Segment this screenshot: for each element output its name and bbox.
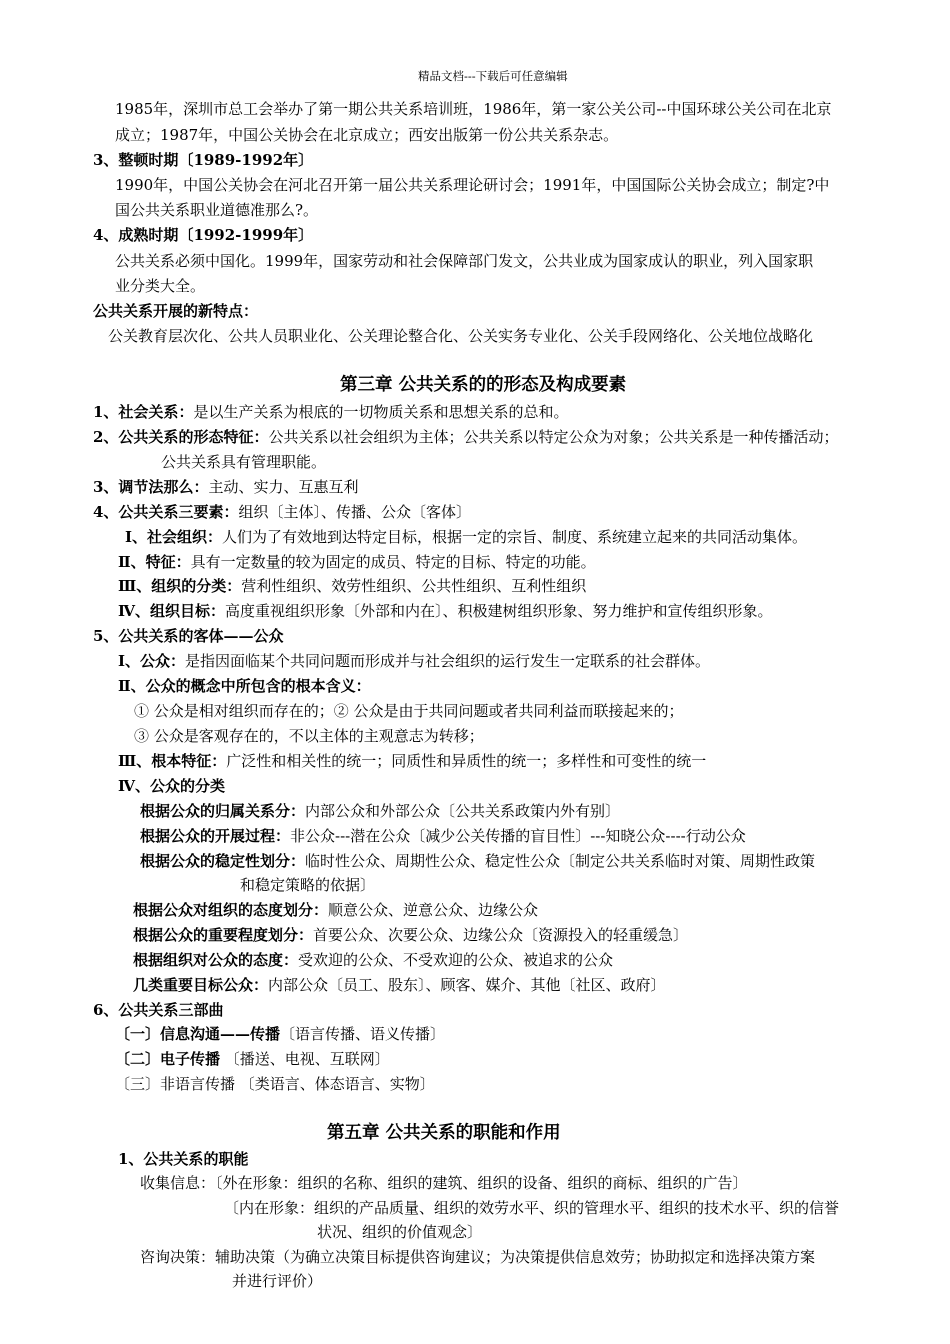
term-text: 受欢迎的公众、不受欢迎的公众、被追求的公众 xyxy=(298,951,614,969)
term-text: 临时性公众、周期性公众、稳定性公众〔制定公共关系临时对策、周期性政策 xyxy=(305,852,816,870)
definition-line xyxy=(140,851,815,871)
text-line: 〔内在形象：组织的产品质量、组织的效劳水平、织的管理水平、组织的技术水平、织的信誉 xyxy=(224,1199,840,1217)
section-heading: Ⅱ、公众的概念中所包含的根本含义： xyxy=(118,677,371,695)
term-label: 根据公众的重要程度划分： xyxy=(133,926,314,944)
page-header: 精品文档---下载后可任意编辑 xyxy=(418,69,568,83)
term-text: 营利性组织、效劳性组织、公共性组织、互利性组织 xyxy=(241,577,587,595)
text-line: ① 公众是相对组织而存在的；② 公众是由于共同问题或者共同利益而联接起来的； xyxy=(134,702,684,720)
definition-line xyxy=(133,925,688,945)
text-line: 咨询决策：辅助决策（为确立决策目标提供咨询建议；为决策提供信息效劳；协助拟定和选择决策方案 xyxy=(140,1248,816,1266)
text-line: 收集信息：〔外在形象：组织的名称、组织的建筑、组织的设备、组织的商标、组织的广告〕 xyxy=(140,1174,748,1192)
term-label: 根据组织对公众的态度： xyxy=(133,951,299,969)
chapter-title: 第三章 公共关系的的形态及构成要素 xyxy=(340,375,627,395)
definition-line xyxy=(118,601,773,621)
term-label: 1、社会关系： xyxy=(93,403,194,421)
section-heading: 3、整顿时期〔1989-1992年〕 xyxy=(93,151,314,169)
term-label: 根据公众的开展过程： xyxy=(140,827,291,845)
definition-line xyxy=(133,900,538,920)
definition-line xyxy=(93,427,838,447)
term-label: 几类重要目标公众： xyxy=(133,976,269,994)
text-line: 公关教育层次化、公共人员职业化、公关理论整合化、公关实务专业化、公关手段网络化、公关地位战略化 xyxy=(108,327,814,345)
definition-line xyxy=(115,1024,445,1044)
term-text: 内部公众和外部公众〔公共关系政策内外有别〕 xyxy=(305,802,621,820)
term-text: 广泛性和相关性的统一；同质性和异质性的统一；多样性和可变性的统一 xyxy=(226,752,707,770)
term-text: 是指因面临某个共同问题而形成并与社会组织的运行发生一定联系的社会群体。 xyxy=(185,652,711,670)
term-label: Ⅰ、社会组织： xyxy=(125,528,223,546)
term-label: Ⅰ、公众： xyxy=(118,652,186,670)
text-line: 和稳定策略的依据〕 xyxy=(240,876,376,894)
section-heading: 5、公共关系的客体——公众 xyxy=(93,627,284,645)
section-heading: 公共关系开展的新特点： xyxy=(93,302,259,320)
text-line: 业分类大全。 xyxy=(115,277,206,295)
definition-line xyxy=(133,975,666,995)
term-text: 非公众---潜在公众〔减少公关传播的盲目性〕---知晓公众----行动公众 xyxy=(290,827,746,845)
text-line: 公共关系具有管理职能。 xyxy=(161,453,327,471)
term-label: 2、公共关系的形态特征： xyxy=(93,428,269,446)
term-label: Ⅳ、组织目标： xyxy=(118,602,226,620)
term-text: 高度重视组织形象〔外部和内在〕、积极建树组织形象、努力维护和宣传组织形象。 xyxy=(225,602,773,620)
definition-line xyxy=(140,826,746,846)
text-line: ③ 公众是客观存在的，不以主体的主观意志为转移； xyxy=(134,727,484,745)
definition-line xyxy=(140,801,620,821)
text-line: 1985年，深圳市总工会举办了第一期公共关系培训班，1986年，第一家公关公司--中国环球公关公司在北京 xyxy=(115,100,832,118)
text-line: 1990年，中国公关协会在河北召开第一届公共关系理论研讨会；1991年，中国国际公关协会成立；制定?中 xyxy=(115,176,830,194)
term-label: 根据公众的稳定性划分： xyxy=(140,852,306,870)
term-text: 内部公众〔员工、股东〕、顾客、媒介、其他〔社区、政府〕 xyxy=(268,976,666,994)
term-text: 公共关系以社会组织为主体；公共关系以特定公众为对象；公共关系是一种传播活动； xyxy=(268,428,839,446)
text-line: 国公共关系职业道德准那么?。 xyxy=(115,201,319,219)
definition-line xyxy=(115,1049,390,1069)
definition-line xyxy=(118,552,596,572)
text-line: 并进行评价） xyxy=(232,1272,323,1290)
term-label: 4、公共关系三要素： xyxy=(93,503,239,521)
chapter-title: 第五章 公共关系的职能和作用 xyxy=(327,1123,561,1143)
text-line: 状况、组织的价值观念〕 xyxy=(317,1223,483,1241)
term-label: 根据公众对组织的态度划分： xyxy=(133,901,329,919)
text-line: 〔三〕非语言传播 〔类语言、体态语言、实物〕 xyxy=(115,1075,435,1093)
term-label: 〔一〕信息沟通——传播 xyxy=(115,1025,281,1043)
term-label: 〔二〕电子传播 xyxy=(115,1050,221,1068)
term-label: Ⅱ、特征： xyxy=(118,553,191,571)
term-label: Ⅲ、组织的分类： xyxy=(118,577,242,595)
term-text: 顺意公众、逆意公众、边缘公众 xyxy=(328,901,539,919)
definition-line xyxy=(133,950,613,970)
term-text: 首要公众、次要公众、边缘公众〔资源投入的轻重缓急〕 xyxy=(313,926,689,944)
definition-line xyxy=(93,402,568,422)
term-text: 人们为了有效地到达特定目标，根据一定的宗旨、制度、系统建立起来的共同活动集体。 xyxy=(222,528,808,546)
term-text: 〔播送、电视、互联网〕 xyxy=(220,1050,390,1068)
definition-line xyxy=(93,502,471,522)
definition-line xyxy=(118,651,710,671)
text-line: 公共关系必须中国化。1999年，国家劳动和社会保障部门发文，公共业成为国家成认的职业，列入国家职 xyxy=(115,252,814,270)
term-text: 主动、实力、互惠互利 xyxy=(208,478,359,496)
section-heading: 6、公共关系三部曲 xyxy=(93,1001,224,1019)
term-text: 〔语言传播、语义传播〕 xyxy=(280,1025,446,1043)
definition-line xyxy=(118,576,586,596)
term-text: 组织〔主体〕、传播、公众〔客体〕 xyxy=(238,503,471,521)
term-text: 具有一定数量的较为固定的成员、特定的目标、特定的功能。 xyxy=(190,553,596,571)
definition-line xyxy=(93,477,358,497)
text-line: 成立；1987年，中国公关协会在北京成立；西安出版第一份公共关系杂志。 xyxy=(115,126,619,144)
definition-line xyxy=(125,527,807,547)
definition-line xyxy=(118,751,706,771)
section-heading: 1、公共关系的职能 xyxy=(118,1150,249,1168)
section-heading: Ⅳ、公众的分类 xyxy=(118,777,226,795)
term-label: 根据公众的归属关系分： xyxy=(140,802,306,820)
term-text: 是以生产关系为根底的一切物质关系和思想关系的总和。 xyxy=(193,403,569,421)
section-heading: 4、成熟时期〔1992-1999年〕 xyxy=(93,226,314,244)
term-label: Ⅲ、根本特征： xyxy=(118,752,227,770)
term-label: 3、调节法那么： xyxy=(93,478,209,496)
